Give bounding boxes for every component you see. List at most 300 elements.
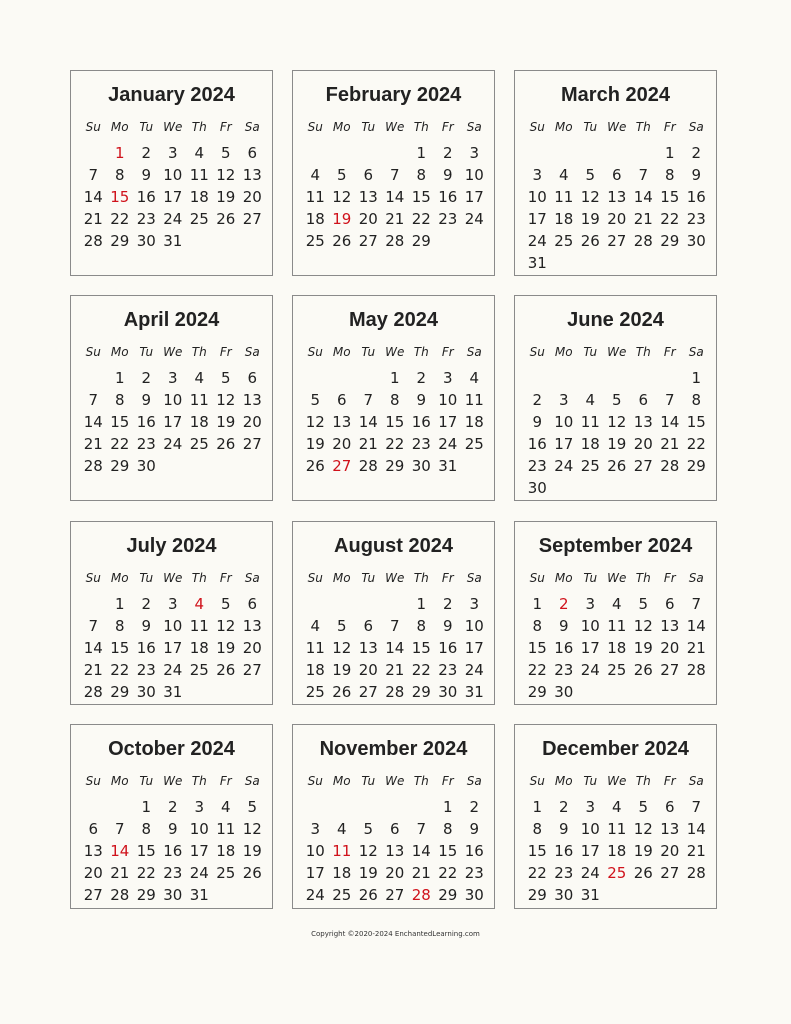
weekday-label: Mo: [110, 774, 129, 788]
weekday-label: Su: [85, 571, 101, 585]
empty-day: [551, 367, 578, 389]
weekday-label: Th: [635, 774, 651, 788]
weekday-label: We: [163, 571, 183, 585]
day-number: 31: [189, 886, 209, 904]
holiday-date: 27: [332, 457, 352, 475]
day-number: 6: [664, 595, 675, 613]
day-number: 26: [607, 457, 627, 475]
day-number: 22: [660, 210, 680, 228]
weekday-label: Tu: [139, 345, 154, 359]
day-number: 16: [464, 842, 484, 860]
month-title: November 2024: [319, 738, 468, 760]
day-number: 29: [110, 683, 130, 701]
day-number: 9: [167, 820, 178, 838]
day-number: 10: [438, 391, 458, 409]
day-number: 3: [585, 595, 596, 613]
day-grid: [302, 120, 488, 252]
day-number: 16: [163, 842, 183, 860]
day-number: 9: [141, 617, 152, 635]
day-number: 23: [136, 435, 156, 453]
day-number: 27: [660, 864, 680, 882]
day-number: 7: [638, 166, 649, 184]
day-number: 18: [580, 435, 600, 453]
copyright-text: Copyright ©2020-2024 EnchantedLearning.com: [311, 930, 480, 938]
day-number: 7: [691, 798, 702, 816]
day-number: 13: [242, 391, 262, 409]
day-number: 24: [189, 864, 209, 882]
day-number: 15: [136, 842, 156, 860]
empty-day: [329, 142, 356, 164]
day-number: 24: [163, 661, 183, 679]
day-number: 5: [220, 595, 231, 613]
month-card-september: [514, 521, 717, 705]
day-number: 18: [464, 413, 484, 431]
day-number: 17: [464, 639, 484, 657]
weekday-label: Fr: [219, 120, 232, 134]
day-number: 15: [660, 188, 680, 206]
day-number: 17: [163, 639, 183, 657]
day-number: 16: [438, 639, 458, 657]
day-number: 6: [638, 391, 649, 409]
day-number: 19: [216, 413, 236, 431]
day-number: 16: [686, 188, 706, 206]
day-number: 5: [585, 166, 596, 184]
day-number: 18: [554, 210, 574, 228]
holiday-date: 19: [332, 210, 352, 228]
day-number: 1: [416, 144, 427, 162]
weekday-label: We: [385, 120, 405, 134]
day-number: 13: [660, 820, 680, 838]
weekday-label: Mo: [554, 120, 573, 134]
empty-day: [329, 367, 356, 389]
day-number: 12: [216, 617, 236, 635]
weekday-label: We: [385, 774, 405, 788]
empty-day: [382, 142, 409, 164]
day-number: 15: [411, 639, 431, 657]
day-number: 14: [358, 413, 378, 431]
weekday-label: Tu: [361, 774, 376, 788]
day-number: 14: [83, 639, 103, 657]
day-number: 3: [585, 798, 596, 816]
day-number: 14: [385, 639, 405, 657]
day-number: 8: [389, 391, 400, 409]
day-number: 13: [633, 413, 653, 431]
day-number: 11: [305, 188, 325, 206]
weekday-label: Mo: [332, 571, 351, 585]
day-number: 2: [167, 798, 178, 816]
day-number: 17: [464, 188, 484, 206]
day-number: 12: [332, 188, 352, 206]
day-number: 14: [686, 617, 706, 635]
day-number: 4: [194, 144, 205, 162]
day-number: 12: [216, 391, 236, 409]
weekday-label: Su: [529, 774, 545, 788]
day-number: 21: [385, 661, 405, 679]
weekday-label: We: [607, 774, 627, 788]
day-number: 20: [607, 210, 627, 228]
day-number: 28: [686, 864, 706, 882]
empty-day: [302, 142, 329, 164]
day-number: 8: [691, 391, 702, 409]
empty-day: [408, 796, 435, 818]
weekday-label: Th: [191, 345, 207, 359]
day-number: 18: [189, 413, 209, 431]
day-number: 24: [554, 457, 574, 475]
month-card-july: [70, 521, 273, 705]
empty-day: [524, 142, 551, 164]
weekday-label: We: [163, 120, 183, 134]
day-number: 4: [310, 166, 321, 184]
weekday-label: We: [385, 345, 405, 359]
day-number: 3: [532, 166, 543, 184]
weekday-label: Sa: [688, 120, 704, 134]
day-number: 8: [442, 820, 453, 838]
day-number: 6: [664, 798, 675, 816]
day-number: 18: [607, 639, 627, 657]
weekday-label: Tu: [583, 120, 598, 134]
day-number: 12: [305, 413, 325, 431]
day-number: 31: [438, 457, 458, 475]
month-card-may: [292, 295, 495, 501]
day-number: 9: [558, 820, 569, 838]
day-number: 27: [385, 886, 405, 904]
weekday-label: We: [607, 571, 627, 585]
day-number: 4: [558, 166, 569, 184]
day-number: 5: [638, 798, 649, 816]
month-title: May 2024: [349, 309, 438, 331]
day-number: 7: [88, 391, 99, 409]
weekday-label: Sa: [466, 345, 482, 359]
day-number: 1: [442, 798, 453, 816]
month-title: April 2024: [123, 309, 220, 331]
day-number: 13: [358, 188, 378, 206]
day-number: 16: [438, 188, 458, 206]
day-number: 8: [114, 391, 125, 409]
day-number: 15: [110, 639, 130, 657]
weekday-label: Su: [85, 120, 101, 134]
empty-day: [80, 796, 107, 818]
day-number: 10: [554, 413, 574, 431]
day-number: 26: [332, 232, 352, 250]
day-number: 25: [216, 864, 236, 882]
day-number: 5: [336, 617, 347, 635]
day-number: 24: [163, 435, 183, 453]
weekday-label: Sa: [244, 120, 260, 134]
day-grid: [80, 120, 266, 252]
weekday-label: Fr: [441, 774, 454, 788]
weekday-label: Fr: [663, 571, 676, 585]
day-number: 4: [469, 369, 480, 387]
month-title: October 2024: [108, 738, 235, 760]
day-number: 30: [438, 683, 458, 701]
day-number: 21: [686, 639, 706, 657]
day-number: 9: [558, 617, 569, 635]
day-number: 16: [554, 639, 574, 657]
empty-day: [355, 593, 382, 615]
holiday-date: 4: [194, 595, 205, 613]
month-title: December 2024: [542, 738, 689, 760]
day-number: 31: [464, 683, 484, 701]
day-number: 13: [660, 617, 680, 635]
day-number: 3: [558, 391, 569, 409]
day-number: 7: [691, 595, 702, 613]
day-number: 10: [464, 166, 484, 184]
weekday-label: Mo: [110, 120, 129, 134]
day-number: 30: [136, 683, 156, 701]
day-number: 5: [220, 144, 231, 162]
weekday-label: Mo: [554, 774, 573, 788]
day-number: 25: [332, 886, 352, 904]
day-number: 27: [358, 683, 378, 701]
weekday-label: Tu: [139, 571, 154, 585]
month-card-november: [292, 724, 495, 909]
weekday-label: Tu: [583, 345, 598, 359]
day-number: 2: [469, 798, 480, 816]
day-number: 11: [580, 413, 600, 431]
empty-day: [604, 367, 631, 389]
weekday-label: Th: [635, 345, 651, 359]
day-number: 8: [114, 166, 125, 184]
day-number: 6: [247, 144, 258, 162]
day-number: 12: [242, 820, 262, 838]
day-number: 20: [633, 435, 653, 453]
day-number: 25: [189, 661, 209, 679]
day-number: 17: [163, 413, 183, 431]
day-number: 19: [242, 842, 262, 860]
day-number: 21: [83, 661, 103, 679]
day-number: 23: [527, 457, 547, 475]
day-number: 29: [411, 232, 431, 250]
day-number: 17: [580, 842, 600, 860]
day-number: 21: [411, 864, 431, 882]
day-number: 23: [554, 661, 574, 679]
day-number: 1: [691, 369, 702, 387]
day-number: 29: [110, 232, 130, 250]
day-number: 18: [305, 210, 325, 228]
day-number: 22: [110, 435, 130, 453]
day-number: 8: [532, 820, 543, 838]
day-number: 17: [438, 413, 458, 431]
day-number: 21: [686, 842, 706, 860]
empty-day: [630, 142, 657, 164]
empty-day: [302, 593, 329, 615]
weekday-label: Tu: [361, 571, 376, 585]
day-number: 22: [411, 210, 431, 228]
day-number: 9: [469, 820, 480, 838]
day-number: 14: [633, 188, 653, 206]
day-number: 10: [163, 391, 183, 409]
month-card-april: [70, 295, 273, 501]
weekday-label: Fr: [441, 571, 454, 585]
day-number: 30: [686, 232, 706, 250]
day-number: 7: [88, 166, 99, 184]
day-number: 19: [633, 842, 653, 860]
day-number: 12: [633, 820, 653, 838]
day-number: 24: [464, 661, 484, 679]
day-number: 6: [336, 391, 347, 409]
day-number: 24: [163, 210, 183, 228]
weekday-label: Tu: [139, 120, 154, 134]
day-number: 12: [332, 639, 352, 657]
weekday-label: Sa: [466, 120, 482, 134]
day-number: 27: [242, 210, 262, 228]
day-number: 10: [163, 166, 183, 184]
holiday-date: 11: [332, 842, 352, 860]
day-number: 10: [580, 617, 600, 635]
day-number: 27: [607, 232, 627, 250]
day-number: 15: [438, 842, 458, 860]
day-number: 4: [310, 617, 321, 635]
day-number: 26: [216, 435, 236, 453]
day-number: 21: [633, 210, 653, 228]
day-number: 25: [580, 457, 600, 475]
holiday-date: 25: [607, 864, 627, 882]
day-number: 7: [664, 391, 675, 409]
day-number: 13: [83, 842, 103, 860]
day-number: 29: [527, 886, 547, 904]
day-number: 21: [83, 210, 103, 228]
day-grid: [302, 571, 488, 703]
weekday-label: Th: [413, 345, 429, 359]
month-title: June 2024: [567, 309, 664, 331]
month-title: February 2024: [325, 84, 462, 106]
empty-day: [355, 142, 382, 164]
day-number: 3: [194, 798, 205, 816]
day-number: 4: [611, 798, 622, 816]
empty-day: [80, 142, 107, 164]
day-number: 11: [607, 617, 627, 635]
day-grid: [80, 774, 266, 906]
day-number: 23: [438, 210, 458, 228]
day-number: 9: [691, 166, 702, 184]
day-number: 13: [358, 639, 378, 657]
day-number: 12: [358, 842, 378, 860]
day-number: 4: [336, 820, 347, 838]
empty-day: [355, 367, 382, 389]
day-number: 6: [247, 595, 258, 613]
day-number: 20: [83, 864, 103, 882]
day-number: 5: [310, 391, 321, 409]
holiday-date: 1: [114, 144, 125, 162]
day-number: 2: [532, 391, 543, 409]
day-number: 10: [580, 820, 600, 838]
day-number: 20: [242, 639, 262, 657]
day-number: 27: [633, 457, 653, 475]
weekday-label: Th: [413, 774, 429, 788]
day-number: 18: [305, 661, 325, 679]
day-number: 4: [611, 595, 622, 613]
weekday-label: Fr: [219, 345, 232, 359]
day-grid: [302, 345, 488, 477]
weekday-label: Su: [307, 774, 323, 788]
day-grid: [80, 571, 266, 703]
day-number: 11: [189, 391, 209, 409]
day-number: 2: [141, 369, 152, 387]
day-number: 20: [332, 435, 352, 453]
day-number: 31: [580, 886, 600, 904]
empty-day: [329, 796, 356, 818]
weekday-label: Fr: [663, 120, 676, 134]
day-number: 18: [189, 188, 209, 206]
weekday-label: Mo: [554, 571, 573, 585]
day-number: 2: [442, 144, 453, 162]
weekday-label: We: [385, 571, 405, 585]
day-number: 18: [216, 842, 236, 860]
day-number: 16: [136, 639, 156, 657]
weekday-label: Fr: [441, 345, 454, 359]
day-number: 7: [389, 166, 400, 184]
day-number: 7: [389, 617, 400, 635]
day-number: 26: [332, 683, 352, 701]
day-number: 11: [607, 820, 627, 838]
day-number: 31: [527, 254, 547, 272]
empty-day: [577, 142, 604, 164]
weekday-label: Tu: [361, 345, 376, 359]
weekday-label: Sa: [688, 774, 704, 788]
day-number: 6: [389, 820, 400, 838]
weekday-label: Mo: [110, 571, 129, 585]
day-number: 21: [83, 435, 103, 453]
day-number: 27: [358, 232, 378, 250]
day-number: 31: [163, 683, 183, 701]
weekday-label: Tu: [139, 774, 154, 788]
empty-day: [551, 142, 578, 164]
month-card-october: [70, 724, 273, 909]
day-number: 13: [242, 166, 262, 184]
day-number: 3: [167, 369, 178, 387]
day-number: 14: [83, 413, 103, 431]
day-number: 1: [114, 369, 125, 387]
day-number: 28: [83, 232, 103, 250]
day-number: 27: [660, 661, 680, 679]
weekday-label: Sa: [244, 345, 260, 359]
day-number: 15: [527, 639, 547, 657]
day-number: 6: [363, 166, 374, 184]
weekday-label: Sa: [244, 571, 260, 585]
day-number: 11: [554, 188, 574, 206]
day-number: 30: [464, 886, 484, 904]
weekday-label: Su: [85, 774, 101, 788]
day-number: 12: [216, 166, 236, 184]
day-number: 29: [438, 886, 458, 904]
day-number: 21: [660, 435, 680, 453]
day-number: 1: [114, 595, 125, 613]
day-number: 28: [83, 683, 103, 701]
weekday-label: Su: [307, 120, 323, 134]
day-number: 30: [554, 886, 574, 904]
day-number: 27: [242, 435, 262, 453]
day-number: 5: [363, 820, 374, 838]
day-number: 25: [189, 435, 209, 453]
day-number: 22: [136, 864, 156, 882]
day-number: 12: [607, 413, 627, 431]
day-grid: [524, 571, 710, 703]
day-number: 19: [216, 639, 236, 657]
day-number: 25: [464, 435, 484, 453]
day-number: 23: [136, 210, 156, 228]
day-number: 29: [660, 232, 680, 250]
day-number: 1: [416, 595, 427, 613]
day-number: 17: [163, 188, 183, 206]
day-number: 28: [83, 457, 103, 475]
day-number: 26: [305, 457, 325, 475]
day-number: 15: [686, 413, 706, 431]
day-number: 16: [136, 188, 156, 206]
day-number: 3: [167, 144, 178, 162]
day-number: 8: [664, 166, 675, 184]
weekday-label: Tu: [583, 774, 598, 788]
empty-day: [302, 796, 329, 818]
